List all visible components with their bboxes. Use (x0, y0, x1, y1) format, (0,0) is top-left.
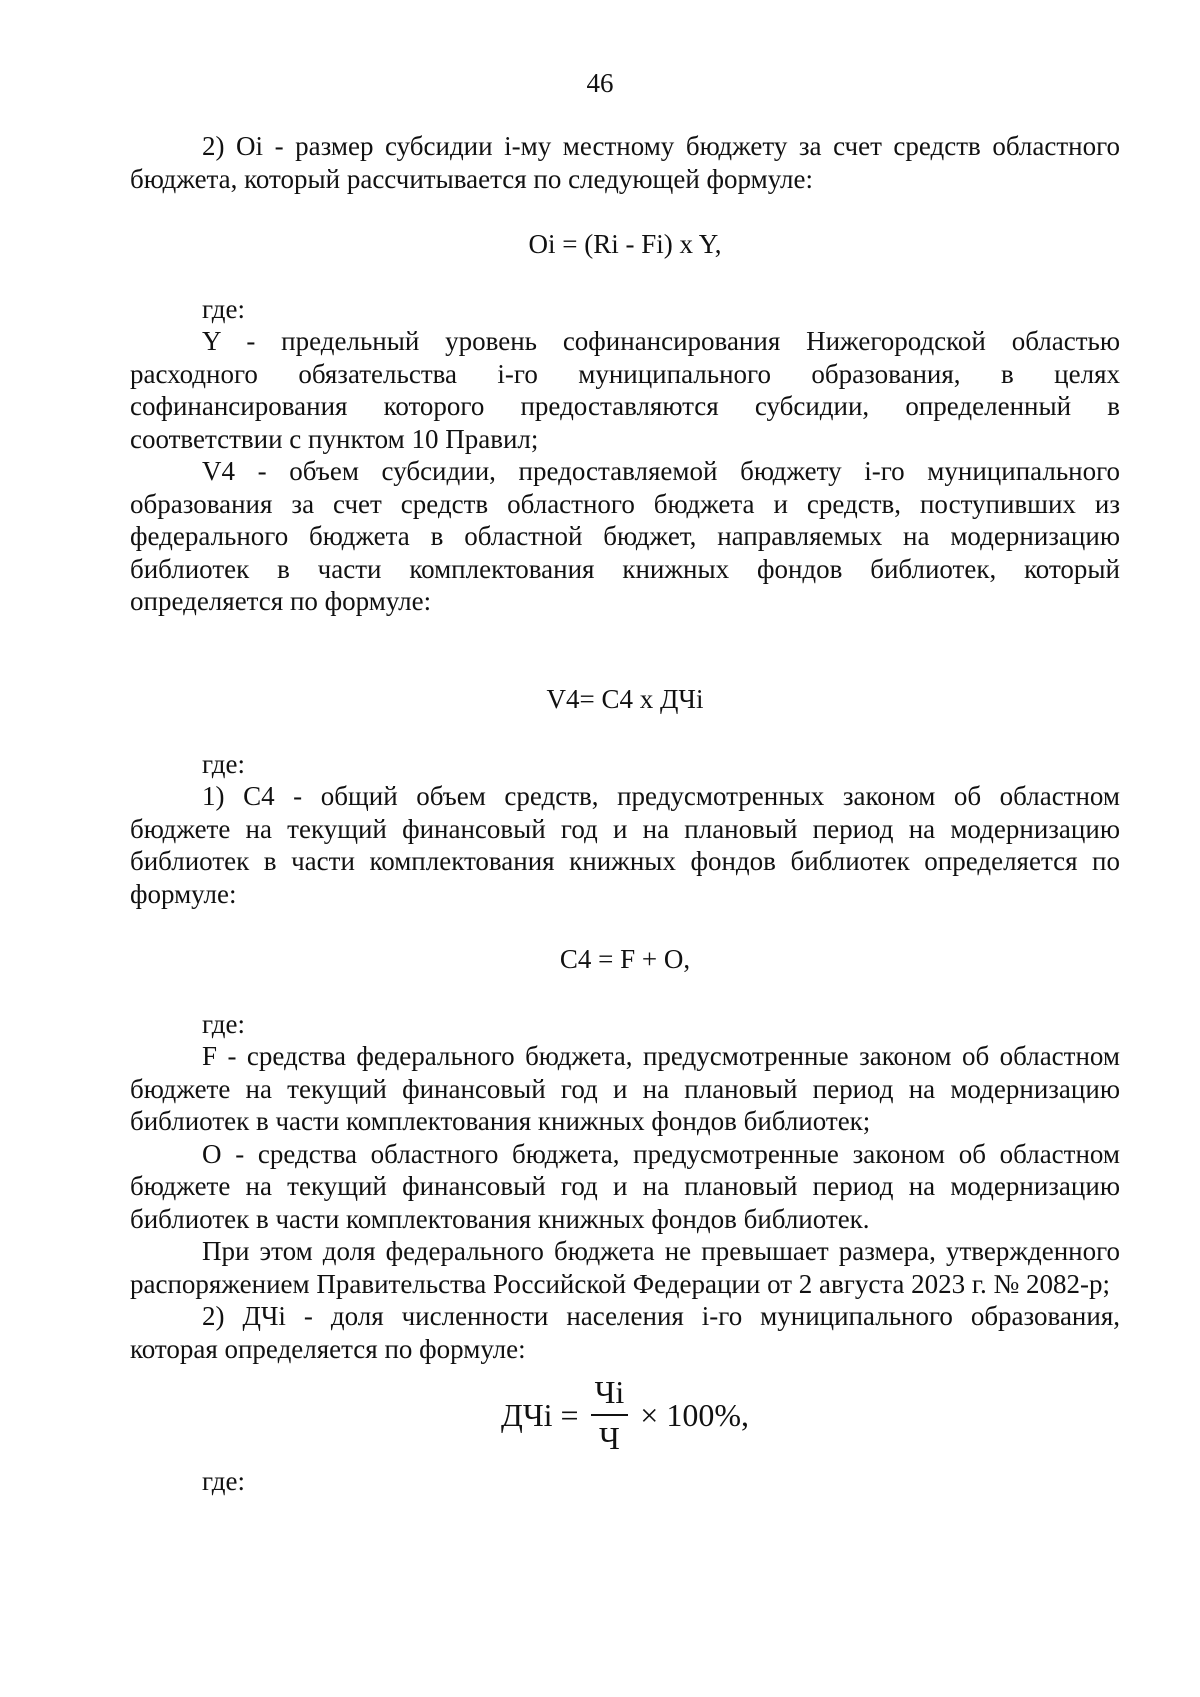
spacer (130, 260, 1120, 293)
formula-population-share (130, 1365, 1120, 1465)
formula-v4: V4= C4 x ДЧi (546, 683, 704, 714)
paragraph-subsidy-size: 2) Oi - размер субсидии i-му местному бюджету за счет средств областного бюджета, который рассчитывается по следующей формуле: (130, 131, 1120, 194)
where-label: где: (202, 293, 245, 324)
spacer (130, 618, 1120, 651)
spacer (130, 910, 1120, 943)
spacer (130, 650, 1120, 683)
formula-lhs: ДЧi = (501, 1396, 579, 1433)
paragraph-population-share: 2) ДЧi - доля численности населения i-го муниципального образования, которая определяется по формуле: (130, 1301, 1120, 1364)
paragraph-f-definition: F - средства федерального бюджета, предусмотренные законом об областном бюджете на текущий финансовый год и на плановый период на модернизацию библиотек в части комплектования книжных фондов библиотек; (130, 1041, 1120, 1136)
paragraph-y-definition: Y - предельный уровень софинансирования Нижегородской областью расходного обязательства i-го муниципального образования, в целях софинансирования которого предоставляются субсидии, определенный в соответствии с пунктом 10 Правил; (130, 326, 1120, 454)
paragraph-v4-definition: V4 - объем субсидии, предоставляемой бюджету i-го муниципального образования за счет средств областного бюджета и средств, поступивших из федерального бюджета в областной бюджет, направляемых на модернизацию библиотек в части комплектования книжных фондов библиотек, который определяется по формуле: (130, 456, 1120, 616)
document-body (130, 130, 1120, 1498)
spacer (130, 975, 1120, 1008)
spacer (130, 195, 1120, 228)
formula-oi: Oi = (Ri - Fi) x Y, (528, 228, 722, 259)
paragraph-c4-definition: 1) C4 - общий объем средств, предусмотренных законом об областном бюджете на текущий финансовый год и на плановый период на модернизацию библиотек в части комплектования книжных фондов библиотек определяется по формуле: (130, 781, 1120, 909)
paragraph-o-definition: O - средства областного бюджета, предусмотренные законом об областном бюджете на текущий финансовый год и на плановый период на модернизацию библиотек в части комплектования книжных фондов библиотек. (130, 1138, 1120, 1234)
spacer (130, 715, 1120, 748)
fraction-denominator: Ч (599, 1420, 620, 1456)
where-label: где: (202, 1008, 245, 1039)
fraction (591, 1374, 629, 1456)
where-label: где: (202, 748, 245, 779)
where-label: где: (202, 1466, 245, 1496)
paragraph-federal-share: При этом доля федерального бюджета не превышает размера, утвержденного распоряжением Правительства Российской Федерации от 2 августа 2023 г. № 2082-р; (130, 1236, 1120, 1299)
fraction-numerator: Чi (591, 1374, 629, 1416)
formula-c4: C4 = F + O, (559, 943, 691, 974)
formula-rhs: × 100%, (640, 1396, 749, 1433)
page-number: 46 (586, 68, 614, 98)
